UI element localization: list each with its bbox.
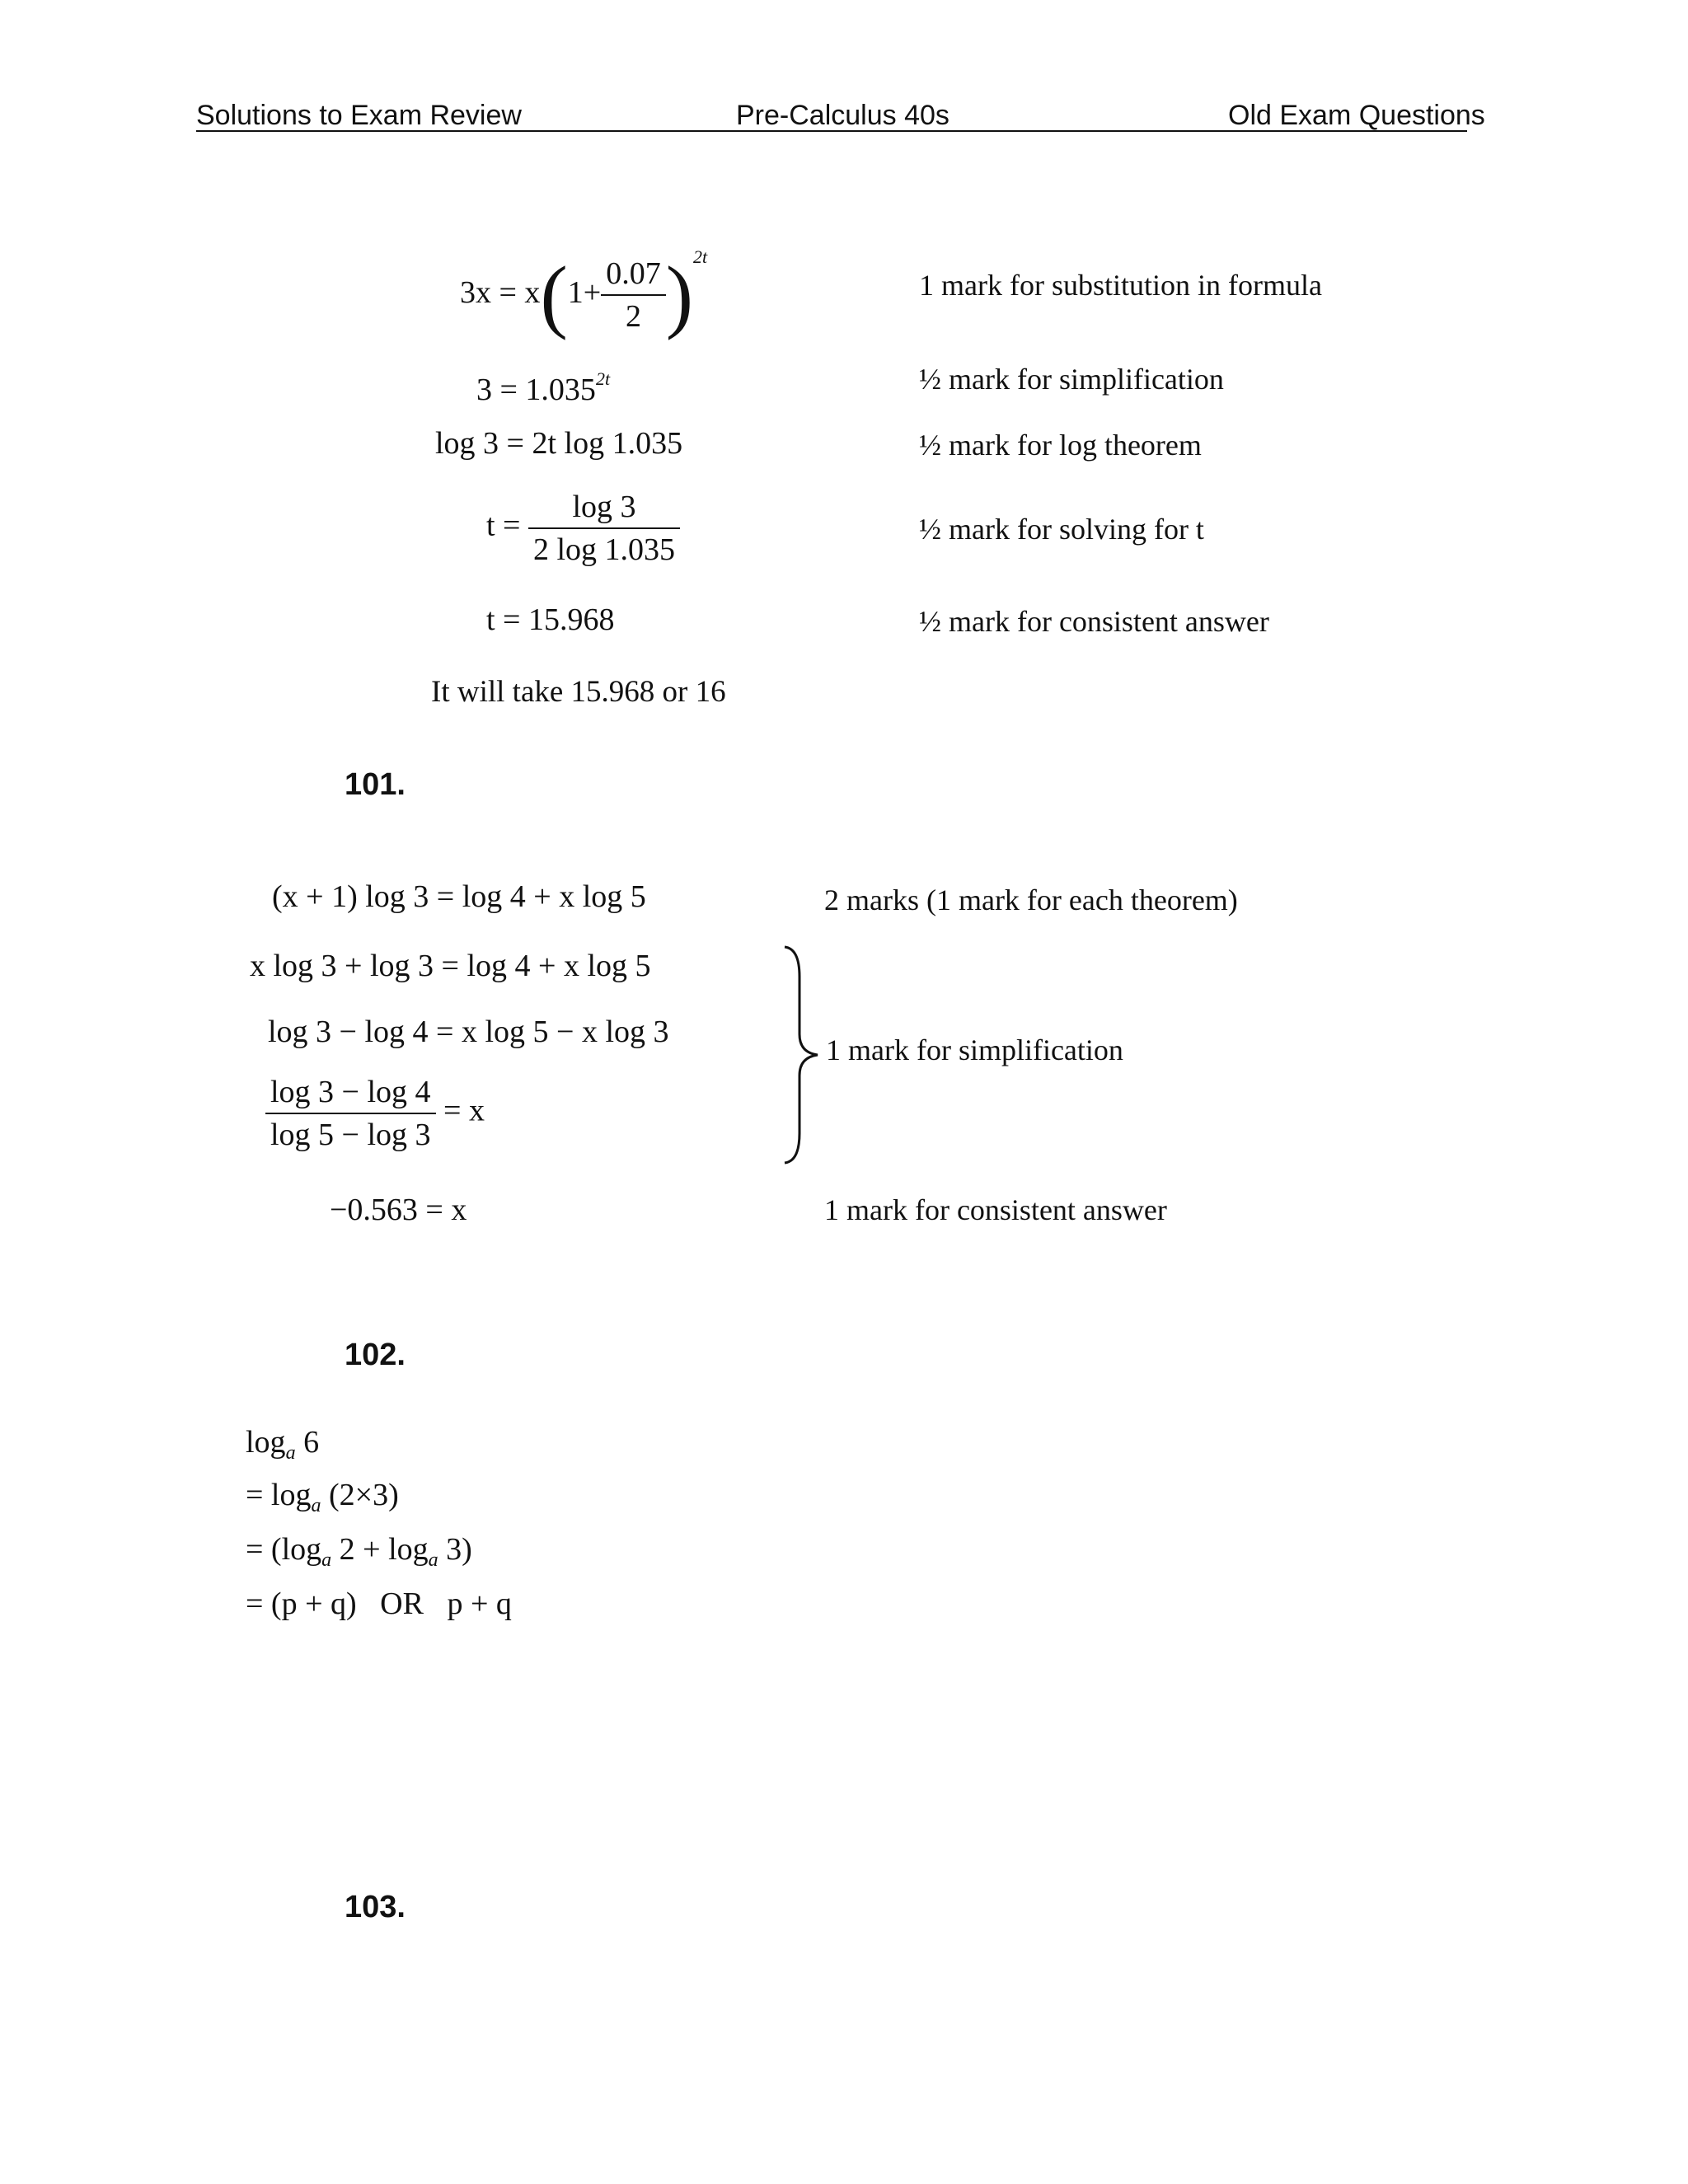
header-left: Solutions to Exam Review <box>196 100 522 131</box>
q101-line1: (x + 1) log 3 = log 4 + x log 5 <box>272 879 646 914</box>
q100-note-3: ½ mark for log theorem <box>919 429 1202 462</box>
q100-step2: $3 = 1.035^{2t}$ <box>476 368 611 407</box>
q100-step1: 3x = x(1+ $\frac{0.07}{2}$ )$^{2t}$ <box>460 246 708 341</box>
q100-conclusion: It will take 15.968 or 16 <box>431 675 726 709</box>
q101-note-answer: 1 mark for consistent answer <box>824 1193 1167 1226</box>
header-rule <box>196 130 1467 132</box>
q101-note-theorem: 2 marks (1 mark for each theorem) <box>824 883 1238 916</box>
q102-line3: = ($\log_a$ $2 + \log_a 3$) <box>246 1532 472 1571</box>
q102-line4: = (p + q) OR p + q <box>246 1586 512 1621</box>
header-center: Pre-Calculus 40s <box>736 100 950 131</box>
q101-note-simplification: 1 mark for simplification <box>826 1033 1123 1066</box>
q101-line2: x log 3 + log 3 = log 4 + x log 5 <box>250 949 651 983</box>
q101-line3: log 3 − log 4 = x log 5 − x log 3 <box>268 1015 669 1049</box>
q102-line1: $\log_a 6$ <box>246 1425 320 1464</box>
curly-brace <box>775 944 824 1166</box>
q100-note-5: ½ mark for consistent answer <box>919 605 1269 638</box>
q101-line4: $\frac{\log 3 - \log 4}{\log 5 - \log 3}$ = x <box>265 1071 485 1155</box>
q102-number: 102. <box>345 1338 406 1372</box>
q103-number: 103. <box>345 1890 406 1924</box>
q101-line5: −0.563 = x <box>330 1193 467 1227</box>
q100-note-1: 1 mark for substitution in formula <box>919 269 1322 302</box>
q100-step4: t = $\frac{\log 3}{2 \log 1.035}$ <box>486 486 680 570</box>
header-right: Old Exam Questions <box>1228 100 1485 131</box>
q100-step3: log 3 = 2t log 1.035 <box>435 426 683 461</box>
q100-note-2: ½ mark for simplification <box>919 363 1224 396</box>
q101-number: 101. <box>345 767 406 802</box>
q100-note-4: ½ mark for solving for t <box>919 513 1204 546</box>
q102-line2: = $\log_a (2\times 3)$ <box>246 1478 399 1516</box>
q100-step5: t = 15.968 <box>486 602 615 637</box>
